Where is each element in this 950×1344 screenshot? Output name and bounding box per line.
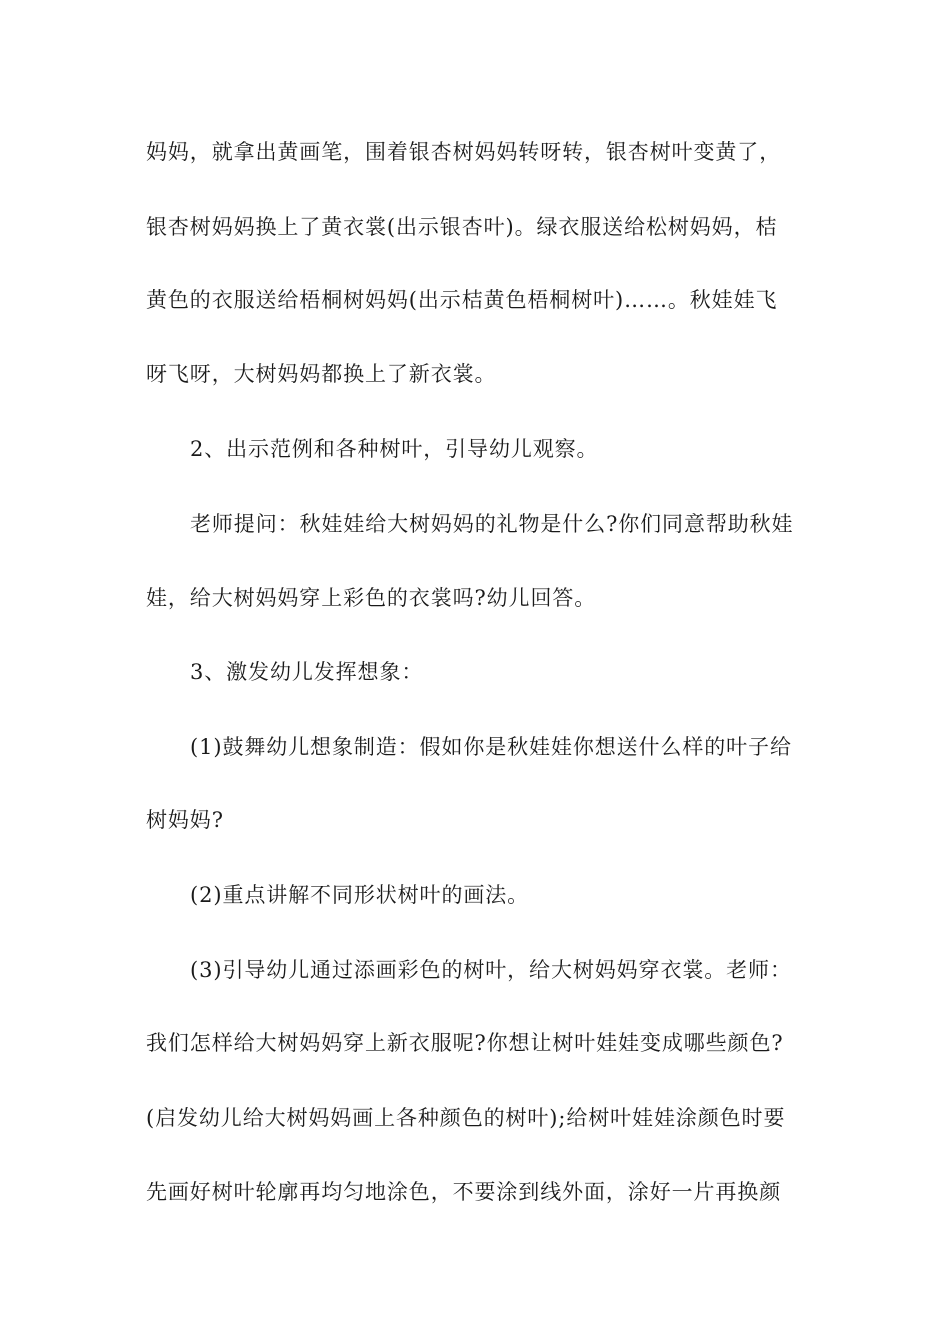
text-line: 树妈妈? bbox=[146, 808, 224, 832]
text-line: 娃，给大树妈妈穿上彩色的衣裳吗?幼儿回答。 bbox=[146, 586, 597, 610]
text-line: 2、出示范例和各种树叶，引导幼儿观察。 bbox=[190, 437, 599, 461]
text-line: (1)鼓舞幼儿想象制造：假如你是秋娃娃你想送什么样的叶子给 bbox=[190, 735, 792, 759]
text-line: (2)重点讲解不同形状树叶的画法。 bbox=[190, 883, 530, 907]
text-line: 黄色的衣服送给梧桐树妈妈(出示桔黄色梧桐树叶)……。秋娃娃飞 bbox=[146, 288, 778, 312]
text-line: 妈妈，就拿出黄画笔，围着银杏树妈妈转呀转，银杏树叶变黄了， bbox=[146, 140, 782, 164]
text-line: 老师提问：秋娃娃给大树妈妈的礼物是什么?你们同意帮助秋娃 bbox=[190, 512, 794, 536]
text-line: 我们怎样给大树妈妈穿上新衣服呢?你想让树叶娃娃变成哪些颜色? bbox=[146, 1031, 784, 1055]
text-line: 3、激发幼儿发挥想象： bbox=[190, 660, 424, 684]
text-line: (启发幼儿给大树妈妈画上各种颜色的树叶);给树叶娃娃涂颜色时要 bbox=[146, 1106, 786, 1130]
text-line: 银杏树妈妈换上了黄衣裳(出示银杏叶)。绿衣服送给松树妈妈，桔 bbox=[146, 215, 778, 239]
text-line: 先画好树叶轮廓再均匀地涂色，不要涂到线外面，涂好一片再换颜 bbox=[146, 1180, 782, 1204]
text-line: (3)引导幼儿通过添画彩色的树叶，给大树妈妈穿衣裳。老师： bbox=[190, 958, 792, 982]
text-line: 呀飞呀，大树妈妈都换上了新衣裳。 bbox=[146, 362, 497, 386]
